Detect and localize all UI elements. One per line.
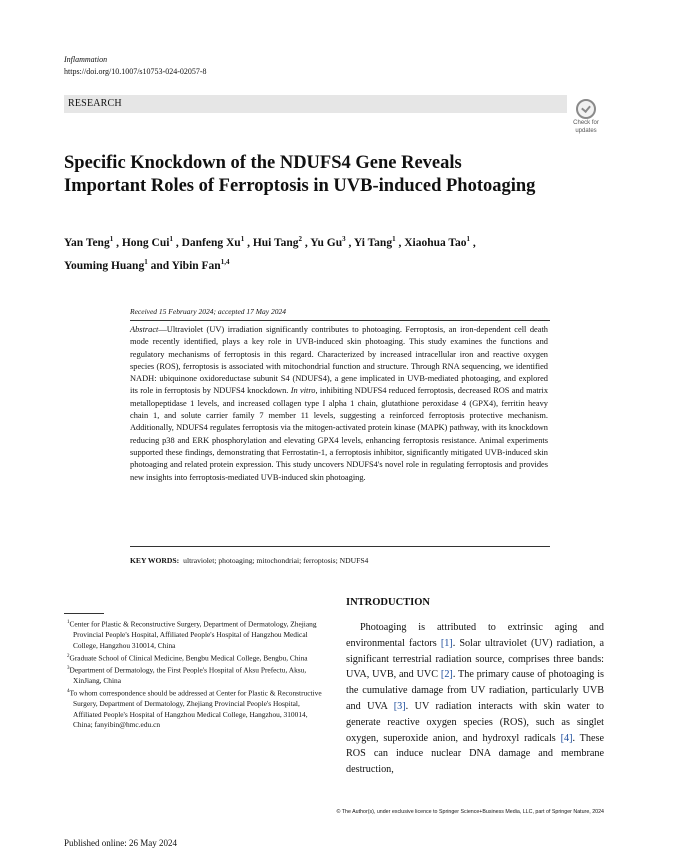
footnote-text: Center for Plastic & Reconstructive Surgery, Department of Dermatology, Zhejiang Provincial People's Hospital, Affiliated People's Hospital of Hangzhou Medical College, Hangzhou 310014, China (69, 619, 317, 650)
intro-text: . The primary cause of photoaging is the cumulative damage from UV radiation, particularly UVB and UVA (346, 669, 605, 712)
author-separator: , (302, 236, 311, 249)
title-line-1: Specific Knockdown of the NDUFS4 Gene Reveals (64, 153, 462, 173)
section-label: RESEARCH (68, 98, 122, 109)
intro-text: . UV radiation interacts with skin water to generate reactive oxygen species (ROS), such as singlet oxygen, superoxide anion, and hydroxyl radicals (346, 700, 605, 744)
abstract-label: Abstract (130, 325, 159, 334)
footnote-item (64, 687, 322, 731)
intro-text: Photoaging is attributed to extrinsic aging and environmental factors (346, 622, 604, 649)
citation-link[interactable]: [2] (440, 669, 453, 681)
check-for-updates-badge[interactable] (569, 99, 603, 133)
footnote-item (64, 618, 322, 652)
author-name[interactable]: Yan Teng (64, 236, 110, 249)
article-title (64, 152, 584, 198)
footnote-text: To whom correspondence should be addressed at Center for Plastic & Reconstructive Surgery, Department of Dermatology, Zhejiang Provincial People's Hospital, Affiliated People's Hospital of Hangzhou Medical College, Hangzhou, 310014, China; fanyibin@hmc.edu.cn (69, 688, 322, 730)
published-date: Published online: 26 May 2024 (64, 838, 177, 848)
citation-link[interactable]: [1] (440, 637, 453, 649)
received-dates: Received 15 February 2024; accepted 17 May 2024 (130, 307, 286, 316)
author-name[interactable]: Yibin Fan (171, 259, 221, 272)
author-name[interactable]: Danfeng Xu (181, 236, 241, 249)
footnote-mark: 3 (67, 665, 70, 671)
abstract-text-in-vitro: In vitro (290, 386, 316, 396)
section-label-bar (64, 95, 567, 113)
author-name[interactable]: Yi Tang (353, 236, 393, 249)
footnote-mark: 1 (67, 620, 70, 625)
copyright-notice: © The Author(s), under exclusive licence to Springer Science+Business Media, LLC, part of Springer Nature, 2024 (336, 809, 604, 815)
author-name[interactable]: Xiaohua Tao (404, 236, 467, 249)
check-for-updates-icon (576, 99, 596, 119)
author-name[interactable]: Youming Huang (64, 259, 145, 272)
abstract-text-2: , inhibiting NDUFS4 reduced ferroptosis, decreased ROS and matrix metallopeptidase 1 levels, and increased collagen type I alpha 1 chain, glutathione peroxidase 4 (GPX4), ferritin heavy chain 1, and solute carrier family 7 member 11 levels, suggesting a reinforced ferroptosis protective mechanism. Additionally, NDUFS4 regulates ferroptosis via the mitogen-activated protein kinase (MAPK) pathway, with its knockdown reducing p38 and ERK phosphorylation and elevating GPX4 levels, enhancing ferroptosis resistance. Animal experiments supported these findings, demonstrating that Ferrostatin-1, a ferroptosis inhibitor, significantly mitigated UVB-induced skin photoaging and related protein expression. This study uncovers NDUFS4's novel role in regulating ferroptosis and provides new insights into ferroptosis-mediated UVB-induced skin photoaging. (130, 386, 549, 482)
author-separator: , (113, 236, 122, 249)
author-affiliation-mark: 1 (392, 235, 396, 243)
introduction-heading: INTRODUCTION (346, 597, 431, 608)
author-affiliation-mark: 3 (342, 235, 346, 243)
affiliation-footnotes (64, 618, 322, 731)
author-affiliation-mark: 1,4 (220, 257, 230, 266)
footnote-mark: 4 (67, 688, 70, 694)
author-affiliation-mark: 1 (240, 235, 245, 243)
author-affiliation-mark: 1 (144, 257, 148, 266)
author-name[interactable]: Hui Tang (252, 236, 299, 249)
author-affiliation-mark: 1 (169, 235, 173, 243)
author-affiliation-mark: 1 (109, 235, 114, 243)
doi-link[interactable]: https://doi.org/10.1007/s10753-024-02057-8 (64, 67, 207, 76)
abstract-top-rule (130, 320, 550, 321)
keywords (130, 556, 368, 565)
keywords-text: ultraviolet; photoaging; mitochondriai; ferroptosis; NDUFS4 (183, 556, 369, 565)
author-separator: , (345, 236, 354, 249)
author-separator: and (147, 259, 172, 272)
journal-name: Inflammation (64, 55, 108, 64)
footnote-text: Department of Dermatology, the First People's Hospital of Aksu Prefectu, Aksu, XinJiang, China (69, 665, 307, 685)
footnote-item (64, 664, 322, 687)
abstract-text-1: —Ultraviolet (UV) irradiation significantly contributes to photoaging. Ferroptosis, an iron-dependent cell death mode recently identified, plays a key role in UVB-induced skin photoaging. This study examines the functions and regulatory mechanisms of ferroptosis in this regard. Characterized by increased intracellular iron and reactive oxygen species (ROS), ferroptosis is associated with mitochondrial function and structure. Through RNA sequencing, we identified NADH: ubiquinone oxidoreductase subunit S4 (NDUFS4), a gene implicated in UVB-mediated photoaging, and explored its role in ferroptosis by NDUFS4 knockdown. (130, 325, 548, 396)
check-badge-line2: updates (575, 128, 597, 134)
abstract-bottom-rule (130, 546, 550, 547)
footnote-text: Graduate School of Clinical Medicine, Bengbu Medical College, Bengbu, China (69, 653, 308, 663)
footnote-item (64, 652, 322, 664)
intro-text: . Solar ultraviolet (UV) radiation, a significant terrestrial radiation source, comprises three bands: UVA, UVB, and UVC (346, 637, 605, 681)
author-affiliation-mark: 1 (466, 235, 471, 243)
intro-text: . These ROS can induce nuclear DNA damage and membrane destruction, (346, 732, 605, 776)
author-name[interactable]: Hong Cui (121, 236, 170, 249)
title-line-2: Important Roles of Ferroptosis in UVB-induced Photoaging (64, 176, 536, 196)
author-separator: , (470, 236, 476, 249)
author-separator: , (172, 236, 182, 249)
author-separator: , (395, 236, 405, 249)
author-affiliation-mark: 2 (298, 235, 303, 243)
citation-link[interactable]: [3] (393, 700, 406, 712)
author-separator: , (244, 236, 253, 249)
author-list (64, 230, 584, 276)
introduction-paragraph (346, 620, 604, 778)
check-badge-line1: Check for (573, 120, 599, 126)
citation-link[interactable]: [4] (560, 732, 573, 744)
footnote-rule (64, 613, 104, 614)
author-name[interactable]: Yu Gu (310, 236, 343, 249)
keywords-label: KEY WORDS: (130, 556, 180, 565)
abstract (130, 324, 548, 484)
footnote-mark: 2 (67, 653, 70, 659)
